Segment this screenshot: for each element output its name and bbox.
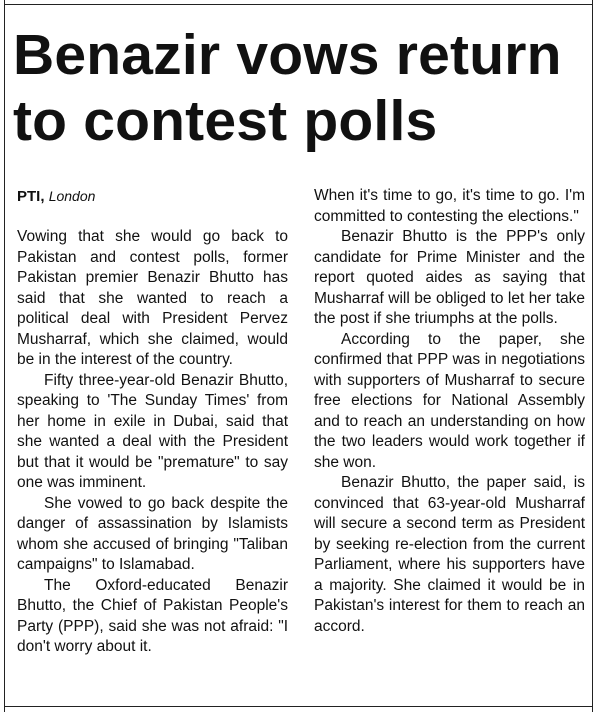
byline (17, 186, 288, 207)
article-column-left (17, 186, 288, 658)
clipping-border-left (4, 0, 5, 712)
byline-place: London (48, 188, 96, 204)
headline: Benazir vows return to contest polls (13, 23, 562, 153)
clipping-border-bottom (4, 706, 592, 707)
paragraph: Benazir Bhutto is the PPP's only candidate for Prime Minister and the report quoted aides as saying that Musharraf will be obliged to let her take the post if she triumphs at the polls. (314, 228, 585, 327)
paragraph: According to the paper, she confirmed that PPP was in negotiations with supporters of Musharraf to secure free elections for National Assembly and to reach an understanding on how the two leaders would work together if she won. (314, 330, 585, 471)
paragraph: Fifty three-year-old Benazir Bhutto, speaking to 'The Sunday Times' from her home in exile in Dubai, said that she wanted a deal with the President but that it would be "premature" to say one was imminent. (17, 371, 288, 491)
clipping-border-right (592, 0, 593, 712)
paragraph: Benazir Bhutto, the paper said, is convinced that 63-year-old Musharraf will secure a second term as President by seeking re-election from the current Parliament, where his supporters have a majority. She claimed it would be in Pakistan's interest for them to reach an accord. (314, 474, 585, 635)
paragraph-continued: When it's time to go, it's time to go. I'm committed to contesting the elections." (314, 187, 585, 225)
byline-agency: PTI, (17, 188, 45, 205)
paragraph: The Oxford-educated Benazir Bhutto, the Chief of Pakistan People's Party (PPP), said she was not afraid: "I don't worry about it. (17, 576, 288, 655)
article-column-right (314, 186, 585, 637)
paragraph: She vowed to go back despite the danger of assassination by Islamists whom she accused of bringing "Taliban campaigns" to Islamabad. (17, 494, 288, 573)
clipping-border-top (4, 4, 592, 5)
paragraph-lead: Vowing that she would go back to Pakistan and contest polls, former Pakistan premier Benazir Bhutto has said that she wanted to reach a political deal with President Pervez Musharraf, which she claimed, would be in the interest of the country. (17, 228, 288, 368)
